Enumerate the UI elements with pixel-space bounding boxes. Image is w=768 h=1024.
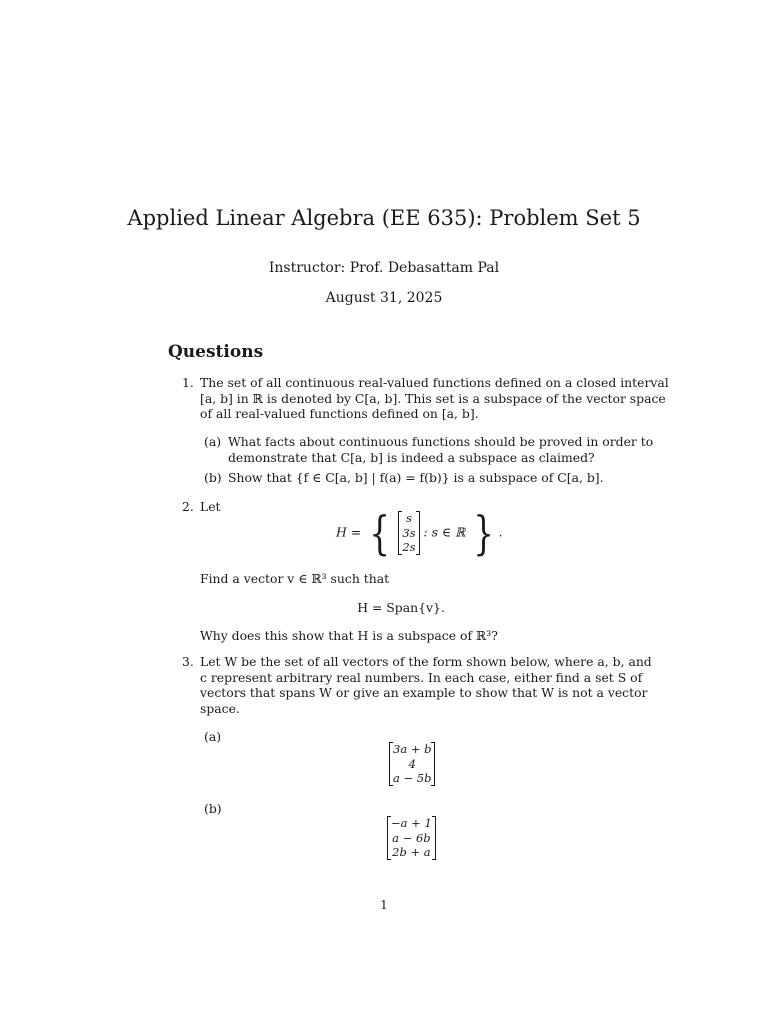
q3-number: 3. <box>182 654 194 669</box>
q3a-vector <box>389 742 435 786</box>
q1-line-2: [a, b] in ℝ is denoted by C[a, b]. This set is a subspace of the vector space <box>200 390 666 406</box>
q3a-label: (a) <box>204 729 222 744</box>
q1-number: 1. <box>182 375 194 390</box>
right-brace: } <box>473 506 495 560</box>
q3b-vector-wrap <box>387 816 436 860</box>
q2-number: 2. <box>182 499 194 514</box>
q2-vector-entry: 2s <box>402 540 416 555</box>
q1-line-3: of all real-valued functions defined on [a, b]. <box>200 406 479 422</box>
q3-line-3: vectors that spans W or give an example to show that W is not a vector <box>200 685 648 701</box>
q1a-label: (a) <box>204 434 222 449</box>
q3a-vector-entry: 4 <box>408 756 416 771</box>
q2-let: Let <box>200 499 221 514</box>
q3a-vector-entry: a − 5b <box>393 771 432 785</box>
q3b-vector <box>387 816 436 860</box>
q3-line-4: space. <box>200 700 240 716</box>
q2-vector-entry: 3s <box>402 525 416 540</box>
q1-text <box>200 375 669 422</box>
q1b-label: (b) <box>204 470 222 485</box>
page-number: 1 <box>380 898 388 912</box>
q1a-line-2: demonstrate that C[a, b] is indeed a subspace as claimed? <box>228 449 595 465</box>
q2-find: Find a vector v ∈ ℝ³ such that <box>200 571 390 586</box>
q3b-vector-entry: a − 6b <box>392 830 431 845</box>
q2-condition: : s ∈ ℝ <box>423 524 466 540</box>
q3-text <box>200 654 652 716</box>
q1a-line-1: What facts about continuous functions should be proved in order to <box>228 434 654 449</box>
q1b-text: Show that {f ∈ C[a, b] | f(a) = f(b)} is a subspace of C[a, b]. <box>228 470 604 485</box>
q1a-text <box>228 434 654 465</box>
instructor-line: Instructor: Prof. Debasattam Pal <box>268 260 500 276</box>
section-heading: Questions <box>168 342 264 362</box>
q1-line-1: The set of all continuous real-valued functions defined on a closed interval <box>200 375 669 390</box>
q2-why: Why does this show that H is a subspace of ℝ³? <box>200 628 498 643</box>
q3-line-2: c represent arbitrary real numbers. In each case, either find a set S of <box>200 669 643 685</box>
q3b-label: (b) <box>204 801 222 816</box>
q2-end: . <box>498 524 503 540</box>
q3-line-1: Let W be the set of all vectors of the form shown below, where a, b, and <box>200 654 652 669</box>
q3b-vector-entry: 2b + a <box>392 845 431 859</box>
q2-lhs: H = <box>336 524 362 540</box>
q3a-vector-entry: 3a + b <box>393 742 432 756</box>
q2-set-equation <box>336 506 503 560</box>
document-title: Applied Linear Algebra (EE 635): Problem Set 5 <box>127 206 641 230</box>
q2-vector-entry: s <box>405 511 412 526</box>
q2-vector <box>398 511 419 555</box>
q3b-vector-entry: −a + 1 <box>391 816 432 830</box>
left-brace: { <box>369 506 390 560</box>
q3a-vector-wrap <box>389 742 435 786</box>
date-line: August 31, 2025 <box>325 290 443 306</box>
q2-span-equation: H = Span{v}. <box>357 600 445 615</box>
